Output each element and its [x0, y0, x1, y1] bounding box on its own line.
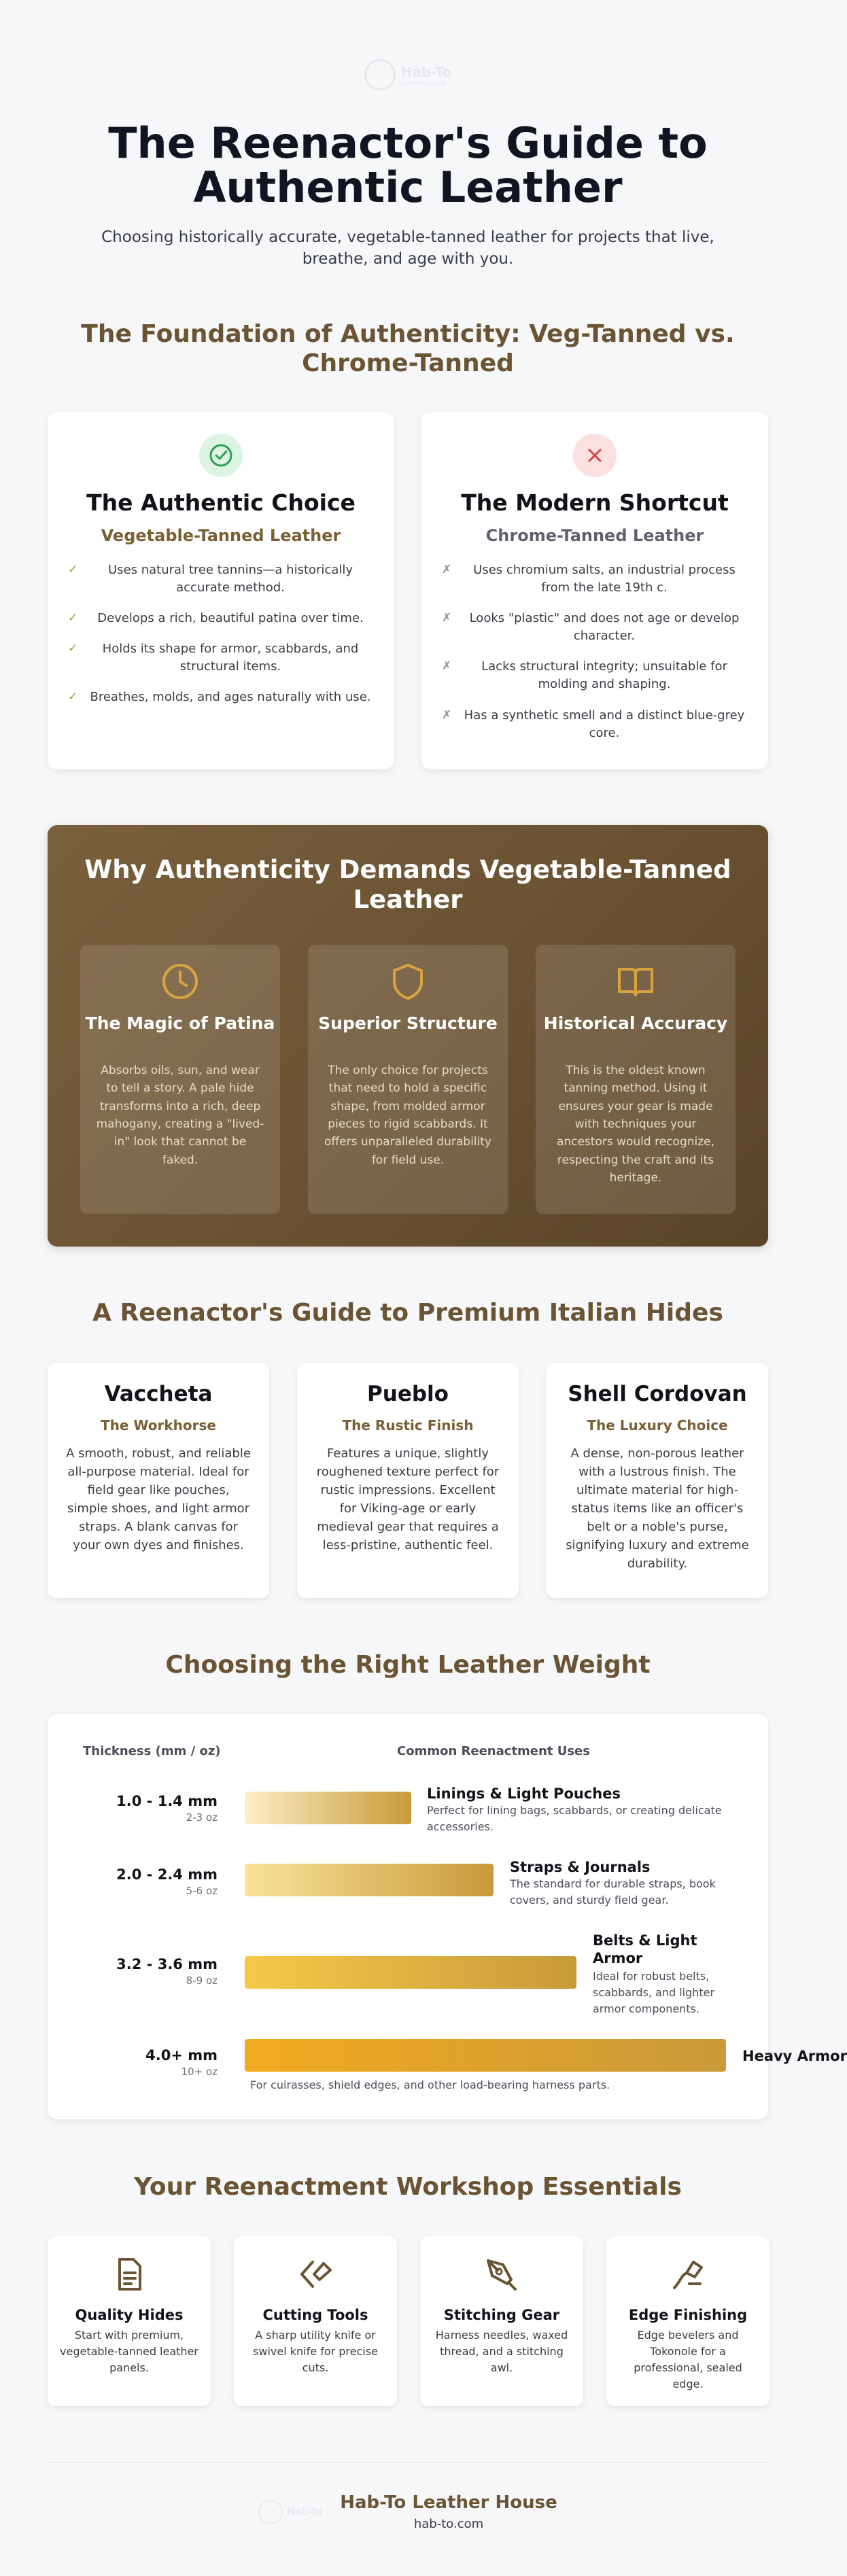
edge-tool-icon — [668, 2254, 708, 2295]
card-title: The Authentic Choice — [86, 489, 356, 516]
why-card-title: The Magic of Patina — [85, 1013, 275, 1033]
list-item: ✗ Has a synthetic smell and a distinct blue-grey core. — [442, 708, 745, 740]
hide-title: Vaccheta — [104, 1382, 213, 1406]
brand-logo — [347, 48, 469, 102]
leather-weight-table — [48, 1714, 847, 2119]
hide-card-pueblo — [297, 1363, 519, 1598]
footer-url[interactable]: hab-to.com — [413, 2517, 484, 2531]
hide-subtitle: The Workhorse — [101, 1417, 216, 1433]
x-mark-icon: ✗ — [442, 563, 452, 576]
shield-icon — [387, 961, 428, 1002]
foundation-title: The Foundation of Authenticity: Veg-Tanned vs. Chrome-Tanned — [81, 320, 735, 378]
why-card-text: Absorbs oils, sun, and wear to tell a story. A pale hide transforms into a rich, deep mahogany, creating a "lived-in" look that cannot be faked. — [96, 1064, 264, 1167]
why-card-text: This is the oldest known tanning method. Using it ensures your gear is made with techniques your ancestors would recognize, respecting the craft and its heritage. — [556, 1064, 715, 1185]
checkmark-icon: ✓ — [68, 611, 78, 625]
list-item: ✓ Uses natural tree tannins—a historically accurate method. — [68, 563, 353, 595]
pen-nib-icon — [481, 2254, 522, 2295]
thickness-mm: 3.2 - 3.6 mm — [116, 1956, 218, 1972]
book-icon — [615, 961, 656, 1002]
why-title: Why Authenticity Demands Vegetable-Tanned Leather — [84, 855, 731, 915]
weight-use-description: Ideal for robust belts, scabbards, and lighter armor components. — [593, 1970, 715, 2015]
essential-title: Stitching Gear — [443, 2307, 560, 2323]
weight-use-description: For cuirasses, shield edges, and other load-bearing harness parts. — [250, 2078, 610, 2091]
hide-subtitle: The Rustic Finish — [342, 1417, 474, 1433]
thickness-oz: 5-6 oz — [186, 1885, 218, 1897]
thickness-oz: 8-9 oz — [186, 1974, 218, 1987]
x-mark-icon: ✗ — [442, 659, 452, 674]
why-card-title: Historical Accuracy — [543, 1013, 728, 1033]
hide-description: A smooth, robust, and reliable all-purpose material. Ideal for field gear like pouches, simple shoes, and light armor straps. A blank canvas for your own dyes and finishes. — [66, 1446, 251, 1552]
essential-title: Quality Hides — [75, 2307, 184, 2323]
weight-bar — [245, 1864, 494, 1896]
hide-title: Shell Cordovan — [568, 1382, 747, 1406]
thickness-mm: 4.0+ mm — [145, 2047, 218, 2064]
why-card-history — [536, 945, 736, 1214]
drawback-list — [442, 561, 748, 755]
weight-bar — [245, 1956, 576, 1989]
thickness-mm: 2.0 - 2.4 mm — [116, 1866, 218, 1883]
modern-shortcut-card — [421, 412, 768, 769]
essential-title: Cutting Tools — [262, 2307, 368, 2323]
document-icon — [109, 2254, 150, 2295]
uses-column-header: Common Reenactment Uses — [397, 1744, 590, 1758]
thickness-oz: 2-3 oz — [186, 1811, 218, 1824]
page-subtitle: Choosing historically accurate, vegetable-tanned leather for projects that live, breathe, and age with you. — [101, 228, 714, 268]
card-title: The Modern Shortcut — [461, 489, 729, 516]
why-card-patina — [80, 945, 280, 1214]
thickness-mm: 1.0 - 1.4 mm — [116, 1793, 218, 1809]
checkmark-icon: ✓ — [68, 690, 78, 704]
benefit-list — [68, 561, 374, 720]
check-circle-icon — [199, 434, 243, 477]
hide-description: Features a unique, slightly roughened texture perfect for rustic impressions. Excellent for Viking-age or early medieval gear that requires a less-pristine, authentic feel. — [316, 1446, 500, 1552]
logo-subtext: LEATHER HOUSE — [400, 80, 447, 86]
weight-use-label: Linings & Light Pouches — [427, 1786, 621, 1802]
list-item: ✓ Develops a rich, beautiful patina over time. — [68, 611, 364, 626]
hide-card-vaccheta — [48, 1363, 269, 1598]
weight-use-description: Perfect for lining bags, scabbards, or creating delicate accessories. — [427, 1804, 722, 1833]
clock-icon — [160, 961, 201, 1002]
essential-card-cutting — [234, 2236, 397, 2406]
page-title: The Reenactor's Guide to Authentic Leather — [108, 118, 708, 213]
why-card-text: The only choice for projects that need to hold a specific shape, from molded armor pieces to rigid scabbards. It offers unparalleled durability for field use. — [324, 1064, 491, 1167]
why-card-title: Superior Structure — [318, 1013, 498, 1033]
card-subtitle: Vegetable-Tanned Leather — [101, 526, 341, 545]
list-item: ✓ Breathes, molds, and ages naturally with use. — [68, 690, 371, 705]
weight-bar — [245, 2039, 726, 2072]
footer-brand-name: Hab-To Leather House — [340, 2492, 557, 2513]
weight-use-label: Belts & Light Armor — [593, 1932, 697, 1967]
list-item: ✗ Uses chromium salts, an industrial process from the late 19th c. — [442, 563, 736, 595]
logo-mark-icon — [364, 59, 396, 90]
hide-title: Pueblo — [367, 1382, 449, 1406]
checkmark-icon: ✓ — [68, 642, 78, 656]
list-item: ✓ Holds its shape for armor, scabbards, and structural items. — [68, 642, 359, 674]
weight-use-label: Straps & Journals — [510, 1859, 651, 1875]
checkmark-icon: ✓ — [68, 563, 78, 576]
x-circle-icon — [573, 434, 617, 477]
footer-logo-mark-icon — [258, 2500, 283, 2524]
footer-divider — [48, 2462, 768, 2463]
why-card-structure — [308, 945, 508, 1214]
card-subtitle: Chrome-Tanned Leather — [485, 526, 704, 545]
weight-title: Choosing the Right Leather Weight — [165, 1651, 651, 1679]
cutting-tool-icon — [295, 2254, 336, 2295]
essential-text: A sharp utility knife or swivel knife for precise cuts. — [253, 2329, 378, 2374]
x-mark-icon: ✗ — [442, 708, 452, 722]
hides-title: A Reenactor's Guide to Premium Italian Hides — [92, 1299, 723, 1327]
essential-title: Edge Finishing — [628, 2307, 748, 2323]
weight-bar — [245, 1792, 411, 1824]
hide-card-shell-cordovan — [547, 1363, 768, 1598]
list-item: ✗ Looks "plastic" and does not age or develop character. — [442, 611, 740, 644]
essentials-title: Your Reenactment Workshop Essentials — [134, 2173, 682, 2201]
list-item: ✗ Lacks structural integrity; unsuitable for molding and shaping. — [442, 659, 727, 692]
x-mark-icon: ✗ — [442, 611, 452, 625]
authentic-choice-card — [48, 412, 394, 769]
essential-card-hides — [48, 2236, 211, 2406]
essential-text: Edge bevelers and Tokonole for a professional, sealed edge. — [634, 2329, 742, 2390]
essential-text: Start with premium, vegetable-tanned leather panels. — [60, 2329, 198, 2374]
weight-use-label: Heavy Armor — [742, 2048, 847, 2064]
weight-use-description: The standard for durable straps, book covers, and sturdy field gear. — [510, 1877, 716, 1907]
logo-text: Hab-To — [400, 63, 452, 80]
essential-card-stitching — [420, 2236, 583, 2406]
hide-subtitle: The Luxury Choice — [587, 1417, 728, 1433]
why-authenticity-panel — [48, 825, 768, 1247]
essential-text: Harness needles, waxed thread, and a stitching awl. — [435, 2329, 568, 2374]
hide-description: A dense, non-porous leather with a lustrous finish. The ultimate material for high-status items like an officer's belt or a noble's purse, signifying luxury and extreme durability. — [566, 1446, 749, 1571]
thickness-column-header: Thickness (mm / oz) — [83, 1744, 221, 1758]
footer-logo-text: Hab-To — [287, 2507, 323, 2518]
essential-card-edge — [606, 2236, 770, 2406]
footer-logo — [258, 2493, 333, 2531]
thickness-oz: 10+ oz — [181, 2066, 218, 2078]
